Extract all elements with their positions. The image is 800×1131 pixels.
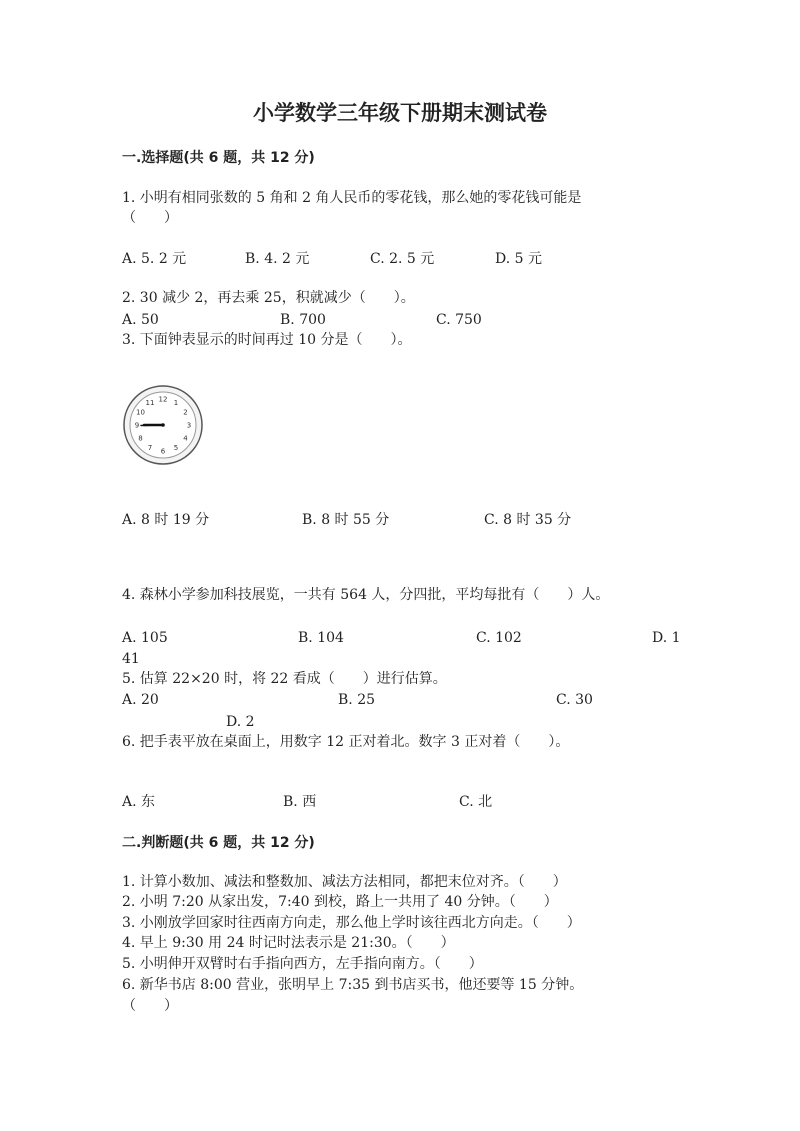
- q2-option-a: A. 50: [122, 312, 159, 328]
- judge-item-6-answer-blank: （ ）: [122, 998, 178, 1014]
- q5-option-d: D. 2: [226, 714, 255, 730]
- q6-option-c: C. 北: [459, 794, 493, 810]
- clock-numeral: 10: [136, 408, 145, 417]
- judge-item-4: 4. 早上 9:30 用 24 时记时法表示是 21:30。（ ）: [122, 935, 455, 951]
- q1-option-b: B. 4. 2 元: [245, 251, 310, 267]
- question-4-stem: 4. 森林小学参加科技展览，一共有 564 人，分四批，平均每批有（ ）人。: [122, 587, 610, 603]
- q4-option-a: A. 105: [122, 630, 168, 646]
- clock-numeral: 1: [173, 399, 179, 407]
- clock-numeral: 7: [147, 444, 153, 452]
- question-3-stem: 3. 下面钟表显示的时间再过 10 分是（ ）。: [122, 332, 412, 348]
- q6-option-b: B. 西: [283, 794, 317, 810]
- clock-image: [122, 384, 204, 466]
- question-1-stem: 1. 小明有相同张数的 5 角和 2 角人民币的零花钱，那么她的零花钱可能是: [122, 190, 582, 206]
- question-6-stem: 6. 把手表平放在桌面上，用数字 12 正对着北。数字 3 正对着（ ）。: [122, 734, 570, 750]
- judge-item-3: 3. 小刚放学回家时往西南方向走，那么他上学时该往西北方向走。（ ）: [122, 915, 581, 931]
- clock-numeral: 11: [145, 399, 155, 407]
- q1-option-d: D. 5 元: [495, 251, 542, 267]
- clock-numeral: 3: [186, 421, 192, 430]
- question-5-stem: 5. 估算 22×20 时，将 22 看成（ ）进行估算。: [122, 671, 447, 687]
- clock-numeral: 4: [183, 434, 188, 443]
- q3-option-c: C. 8 时 35 分: [484, 512, 572, 528]
- clock-numeral: 2: [183, 408, 188, 417]
- judge-item-5: 5. 小明伸开双臂时右手指向西方，左手指向南方。（ ）: [122, 956, 483, 972]
- q1-option-c: C. 2. 5 元: [370, 251, 435, 267]
- section-heading-judge: 二.判断题(共 6 题，共 12 分): [122, 835, 315, 851]
- q6-option-a: A. 东: [122, 794, 156, 810]
- section-heading-choice: 一.选择题(共 6 题，共 12 分): [122, 150, 315, 166]
- judge-item-1: 1. 计算小数加、减法和整数加、减法方法相同，都把末位对齐。（ ）: [122, 874, 567, 890]
- judge-item-6: 6. 新华书店 8:00 营业，张明早上 7:35 到书店买书，他还要等 15 分钟。: [122, 977, 584, 993]
- q1-option-a: A. 5. 2 元: [122, 251, 187, 267]
- clock-minute-hand: [141, 425, 163, 426]
- q5-option-c: C. 30: [556, 692, 593, 708]
- page-title: 小学数学三年级下册期末测试卷: [253, 101, 547, 125]
- q4-option-c: C. 102: [476, 630, 522, 646]
- clock-numeral: 9: [134, 421, 140, 430]
- q5-option-b: B. 25: [338, 692, 376, 708]
- q3-option-a: A. 8 时 19 分: [122, 512, 210, 528]
- q4-option-d: D. 1: [652, 630, 681, 646]
- judge-item-2: 2. 小明 7:20 从家出发，7:40 到校，路上一共用了 40 分钟。（ ）: [122, 894, 558, 910]
- clock-center: [161, 423, 165, 427]
- q2-option-b: B. 700: [280, 312, 326, 328]
- clock-numeral: 12: [158, 395, 168, 404]
- q2-option-c: C. 750: [436, 312, 482, 328]
- question-1-answer-blank: （ ）: [122, 210, 178, 226]
- q4-option-d-wrap: 41: [122, 651, 140, 667]
- clock-numeral: 5: [173, 444, 179, 452]
- q3-option-b: B. 8 时 55 分: [302, 512, 390, 528]
- q5-option-a: A. 20: [122, 692, 159, 708]
- clock-numeral: 8: [138, 434, 143, 443]
- clock-numeral: 6: [160, 447, 166, 456]
- q4-option-b: B. 104: [298, 630, 344, 646]
- question-2-stem: 2. 30 减少 2，再去乘 25，积就减少（ ）。: [122, 290, 415, 306]
